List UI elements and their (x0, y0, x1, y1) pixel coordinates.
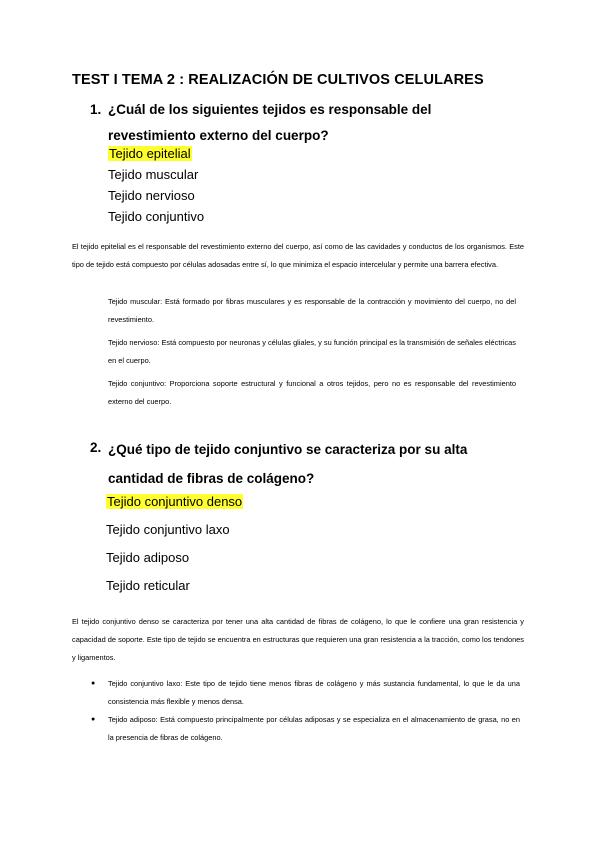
question-2-option-d: Tejido reticular (106, 578, 190, 593)
question-1-text: ¿Cuál de los siguientes tejidos es responsable del revestimiento externo del cuerpo? (108, 102, 432, 143)
question-2-number: 2. (90, 440, 102, 455)
question-1-option-c: Tejido nervioso (108, 188, 195, 203)
question-2-text: ¿Qué tipo de tejido conjuntivo se caracteriza por su alta cantidad de fibras de colágeno? (108, 442, 468, 486)
question-1-note-2: Tejido nervioso: Está compuesto por neuronas y células gliales, y su función principal es la transmisión de señales eléctricas en el cuerpo. (108, 338, 516, 365)
question-2-note-1: Tejido conjuntivo laxo: Este tipo de tejido tiene menos fibras de colágeno y más sustancia fundamental, lo que le da una consistencia más flexible y menos densa. (108, 679, 520, 706)
question-2-option-b: Tejido conjuntivo laxo (106, 522, 230, 537)
answer-highlight: Tejido epitelial (109, 146, 191, 161)
question-2-option-a (106, 494, 243, 509)
bullet-dot-icon: ● (91, 680, 96, 687)
question-1-option-d: Tejido conjuntivo (108, 209, 205, 224)
answer-highlight: Tejido conjuntivo denso (107, 494, 243, 509)
question-1-explanation: El tejido epitelial es el responsable del revestimiento externo del cuerpo, así como de las cavidades y conductos de los organismos. Este tipo de tejido está compuesto por células adosadas entre sí, lo que minimiza el espacio intercelular y permite una barrera efectiva. (72, 242, 524, 269)
document-title: TEST I TEMA 2 : REALIZACIÓN DE CULTIVOS CELULARES (72, 72, 484, 88)
question-1-option-b: Tejido muscular (108, 167, 199, 182)
question-1-option-a (108, 146, 192, 161)
bullet-dot-icon: ● (91, 716, 96, 723)
question-2-note-2: Tejido adiposo: Está compuesto principalmente por células adiposas y se especializa en el almacenamiento de grasa, no en la presencia de fibras de colágeno. (108, 715, 520, 742)
question-1-note-3: Tejido conjuntivo: Proporciona soporte estructural y funcional a otros tejidos, pero no es responsable del revestimiento externo del cuerpo. (108, 379, 516, 406)
question-2-explanation: El tejido conjuntivo denso se caracteriza por tener una alta cantidad de fibras de colágeno, lo que le confiere una gran resistencia y capacidad de soporte. Este tipo de tejido se encuentra en estructuras que requieren una gran resistencia a la tracción, como los tendones y ligamentos. (72, 617, 524, 662)
question-2-option-c: Tejido adiposo (106, 550, 190, 565)
question-1-note-1: Tejido muscular: Está formado por fibras musculares y es responsable de la contracción y movimiento del cuerpo, no del revestimiento. (108, 297, 516, 324)
question-1-number: 1. (90, 102, 102, 117)
